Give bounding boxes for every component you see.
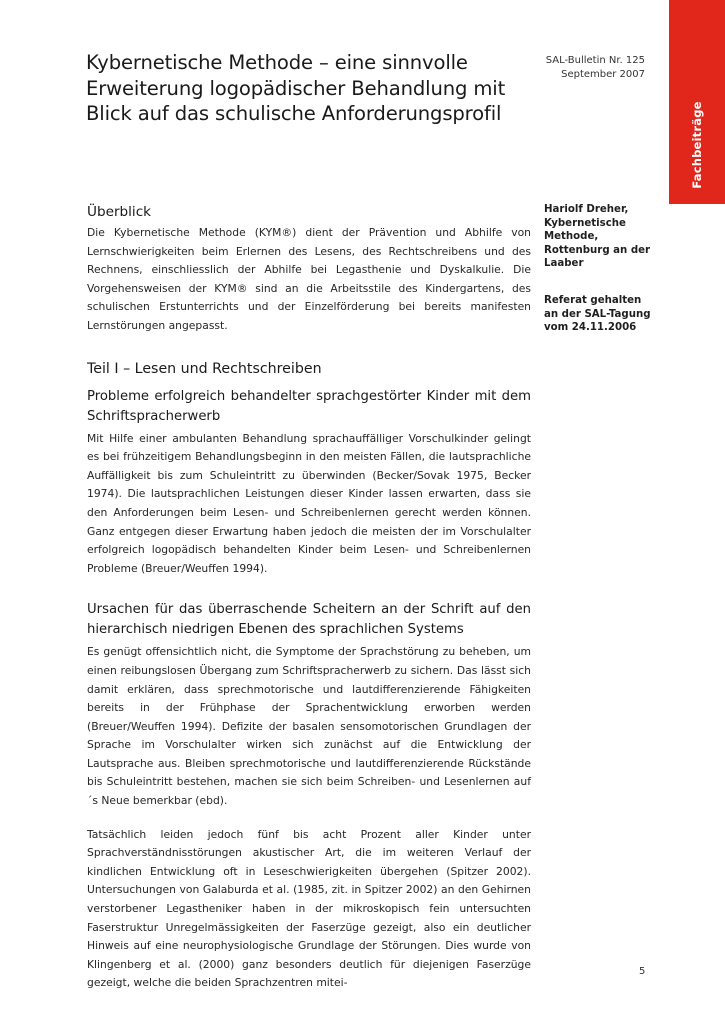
overview-paragraph: Die Kybernetische Methode (KYM®) dient der Prävention und Abhilfe von Lernschwierigkeiten beim Erlernen des Lesens, des Rechtschreibens und des Rechnens, einschliesslich der Abhilfe bei Legasthenie und Dyskalkulie. Die Vorgehensweisen der KYM® sind an die Arbeitsstile des Kindergartens, des schulischen Erstunterrichts und der Einzelförderung bei bereits manifesten Lernstörungen angepasst.	[87, 226, 531, 332]
publication-info	[546, 54, 645, 81]
section-tab-label: Fachbeiträge	[690, 101, 704, 189]
subsection-paragraph-problems: Mit Hilfe einer ambulanten Behandlung sprachauffälliger Vorschulkinder gelingt es bei frühzeitigem Behandlungsbeginn in den meisten Fällen, die lautsprachliche Auffälligkeit bis zum Schuleintritt zu überwinden (Becker/Sovak 1975, Becker 1974). Die lautsprachlichen Leistungen dieser Kinder lassen erwarten, dass sie den Anforderungen beim Lesen- und Schreibenlernen gerecht werden können. Ganz entgegen dieser Erwartung haben jedoch die meisten der im Vorschulalter erfolgreich logopädisch behandelten Kinder beim Lesen- und Schreibenlernen Probleme (Breuer/Weuffen 1994).	[87, 431, 531, 575]
subsection-paragraph-causes-1: Es genügt offensichtlich nicht, die Symptome der Sprachstörung zu beheben, um einen reibungslosen Übergang zum Schriftspracherwerb zu sichern. Das lässt sich damit erklären, dass sprechmotorische und lautdifferenzierende Fähigkeiten bereits in der Frühphase der Sprachentwicklung erworben werden (Breuer/Weuffen 1994). Defizite der basalen sensomotorischen Grundlagen der Sprache im Vorschulalter wirken sich zunächst auf die Entwicklung der Lautsprache aus. Bleiben sprechmotorische und lautdifferenzierende Rückstände bis Schuleintritt bestehen, machen sie sich beim Schreiben- und Lesenlernen auf´s Neue bemerkbar (ebd).	[87, 645, 531, 808]
article-body	[87, 202, 531, 993]
part-heading: Teil I – Lesen und Rechtschreiben	[87, 360, 322, 377]
publication-name: SAL-Bulletin Nr. 125	[545, 55, 645, 66]
subsection-heading-causes: Ursachen für das überraschende Scheitern an der Schrift auf den hierarchisch niedrigen Ebenen des sprachlichen Systems	[87, 602, 531, 638]
overview-heading: Überblick	[87, 204, 152, 220]
subsection-heading-problems: Probleme erfolgreich behandelter sprachgestörter Kinder mit dem Schriftspracherwerb	[87, 388, 531, 424]
subsection-paragraph-causes-2: Tatsächlich leiden jedoch fünf bis acht Prozent aller Kinder unter Sprachverständnisstörungen akustischer Art, die im weiteren Verlauf der kindlichen Entwicklung oft in Leseschwierigkeiten übergehen (Spitzer 2002). Untersuchungen von Galaburda et al. (1985, zit. in Spitzer 2002) an den Gehirnen verstorbener Legastheniker haben in der mikroskopisch fein untersuchten Faserstruktur Unregelmässigkeiten der Faserzüge gezeigt, also ein deutlicher Hinweis auf eine neurophysiologische Grundlage der Störungen. Dies wurde von Klingenberg et al. (2000) ganz besonders deutlich für diejenigen Faserzüge gezeigt, welche die beiden Sprachzentren mitei-	[87, 827, 531, 990]
author-info: Hariolf Dreher, Kybernetische Methode, Rottenburg an der Laaber	[544, 204, 651, 270]
page-number: 5	[639, 966, 646, 977]
section-tab	[669, 0, 725, 204]
lecture-note: Referat gehalten an der SAL-Tagung vom 24.11.2006	[544, 295, 651, 334]
publication-date: September 2007	[561, 68, 645, 80]
article-title: Kybernetische Methode – eine sinnvolle Erweiterung logopädischer Behandlung mit Blick auf das schulische Anforderungsprofil	[86, 51, 506, 125]
